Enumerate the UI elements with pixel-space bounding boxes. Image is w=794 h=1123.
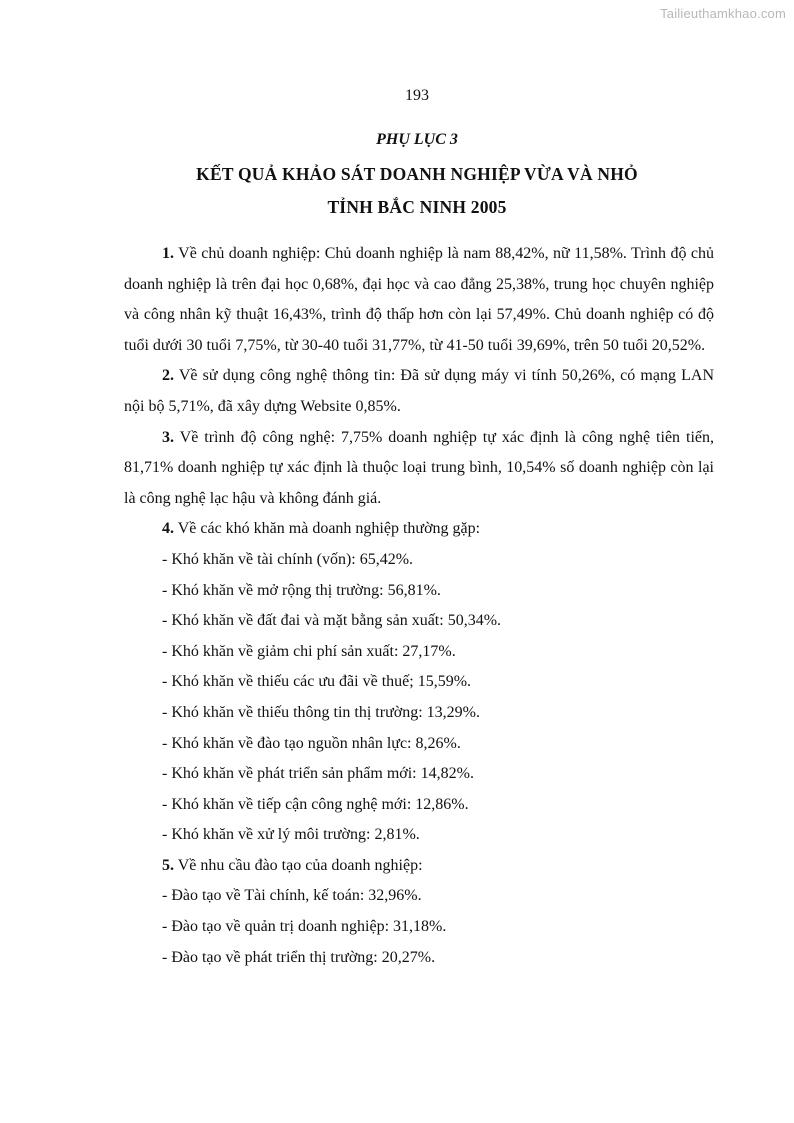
section-1-text: Về chủ doanh nghiệp: Chủ doanh nghiệp là nam 88,42%, nữ 11,58%. Trình độ chủ doanh nghiệp là trên đại học 0,68%, đại học và cao đẳng 25,38%, trung học chuyên nghiệp và công nhân kỹ thuật 16,43%, trình độ thấp hơn còn lại 57,49%. Chủ doanh nghiệp có độ tuổi dưới 30 tuổi 7,75%, từ 30-40 tuổi 31,77%, từ 41-50 tuổi 39,69%, trên 50 tuổi 20,52%. — [124, 245, 714, 354]
section-2-paragraph — [124, 361, 714, 422]
section-3-number: 3. — [162, 428, 174, 446]
section-2-number: 2. — [162, 367, 174, 385]
list-item: - Khó khăn về thiếu thông tin thị trường: 13,29%. — [162, 703, 480, 721]
section-3-paragraph — [124, 423, 714, 515]
list-item: - Khó khăn về đất đai và mặt bằng sản xuất: 50,34%. — [162, 612, 502, 630]
list-item: - Khó khăn về mở rộng thị trường: 56,81%. — [162, 581, 441, 599]
page-title-line-2: TỈNH BẮC NINH 2005 — [327, 197, 507, 217]
section-3-text: Về trình độ công nghệ: 7,75% doanh nghiệp tự xác định là công nghệ tiên tiến, 81,71% doanh nghiệp tự xác định là thuộc loại trung bình, 10,54% số doanh nghiệp còn lại là công nghệ lạc hậu và không đánh giá. — [124, 428, 714, 507]
document-body — [124, 239, 714, 973]
list-item: - Khó khăn về phát triển sản phẩm mới: 14,82%. — [162, 765, 474, 783]
list-item: - Khó khăn về thiếu các ưu đãi về thuế; 15,59%. — [162, 673, 472, 691]
section-1-paragraph — [124, 239, 714, 361]
list-item: - Khó khăn về tài chính (vốn): 65,42%. — [162, 550, 414, 568]
section-4-heading — [124, 514, 714, 545]
section-2-text: Về sử dụng công nghệ thông tin: Đã sử dụng máy vi tính 50,26%, có mạng LAN nội bộ 5,71%, đã xây dựng Website 0,85%. — [124, 367, 714, 415]
page-title-line-1: KẾT QUẢ KHẢO SÁT DOANH NGHIỆP VỪA VÀ NHỎ — [196, 164, 638, 184]
list-item: - Khó khăn về giảm chi phí sản xuất: 27,17%. — [162, 642, 456, 660]
section-5-heading — [124, 851, 714, 882]
section-1-number: 1. — [162, 245, 174, 262]
list-item: - Đào tạo về quản trị doanh nghiệp: 31,18%. — [162, 918, 447, 936]
section-5-number: 5. — [162, 856, 174, 874]
list-item: - Khó khăn về xử lý môi trường: 2,81%. — [162, 826, 420, 844]
watermark: Tailieuthamkhao.com — [660, 6, 786, 21]
list-item: - Khó khăn về tiếp cận công nghệ mới: 12,86%. — [162, 795, 469, 813]
section-5-heading-text: Về nhu cầu đào tạo của doanh nghiệp: — [174, 856, 423, 874]
list-item: - Khó khăn về đào tạo nguồn nhân lực: 8,26%. — [162, 734, 461, 752]
section-4-heading-text: Về các khó khăn mà doanh nghiệp thường gặp: — [174, 520, 481, 538]
section-4-number: 4. — [162, 520, 174, 538]
list-item: - Đào tạo về phát triển thị trường: 20,27%. — [162, 948, 436, 966]
appendix-label: PHỤ LỤC 3 — [376, 131, 458, 148]
list-item: - Đào tạo về Tài chính, kế toán: 32,96%. — [162, 887, 422, 905]
page-number: 193 — [405, 87, 429, 104]
